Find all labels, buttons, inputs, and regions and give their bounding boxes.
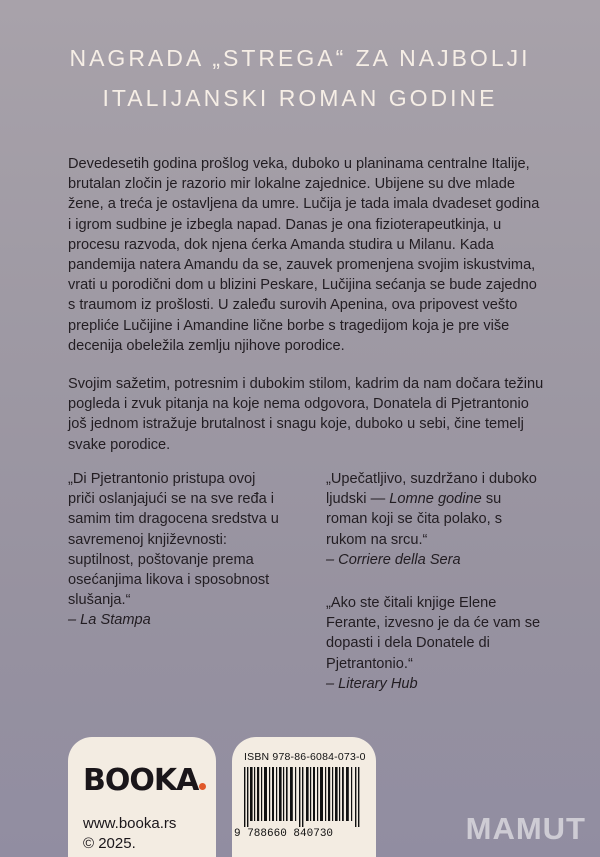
quote-source: – La Stampa [68, 612, 151, 629]
book-blurb [68, 154, 544, 473]
quote-text-start: „Upečatljivo, suzdržano i duboko ljudski — [326, 471, 537, 508]
barcode-icon [242, 767, 366, 827]
publisher-logo [83, 763, 206, 798]
review-quote-literary-hub [326, 593, 541, 694]
quote-text-end: su roman koji se čita polako, s rukom na srcu.“ [326, 491, 503, 548]
publication-year: © 2025. [83, 835, 136, 852]
publisher-website: www.booka.rs [83, 815, 177, 832]
review-quote-corriere [326, 469, 541, 570]
blurb-paragraph-2: Svojim sažetim, potresnim i dubokim stilom, kadrim da nam dočara težinu pogleda i zvuk pitanja na koje nema odgovora, Donatela di Pjetrantonio još jednom istražuje brutalnost i snagu koje, duboko u sebi, čine temelj svake porodice. [68, 376, 544, 453]
blurb-paragraph-1: Devedesetih godina prošlog veka, duboko u planinama centralne Italije, brutalan zločin je razorio mir lokalne zajednice. Ubijene su dve mlade žene, a treća je ostavljena da umre. Lučija je tada imala dvadeset godina i igrom sudbine je izbegla napad. Danas je ona fizioterapeutkinja, u procesu razvoda, dok njena ćerka Amanda studira u Milanu. Kada pandemija natera Amandu da se, zauvek promenjena svojim iskustvima, vrati u porodični dom u blizini Peskare, Lučijina sećanja se bude zajedno s traumom iz prošlosti. U zaleđu surovih Apenina, ova pripovest vešto prepliće Lučijine i Amandine lične borbe s tragedijom koja je pre više decenija obeležila zemlju njihove porodice. [68, 156, 540, 354]
watermark-logo: MAMUT [465, 811, 586, 846]
isbn-label: ISBN 978-86-6084-073-0 [244, 751, 366, 763]
logo-dot-icon [199, 783, 206, 790]
quote-book-title: Lomne godine [389, 491, 482, 508]
publisher-logo-text: BOOKA [83, 763, 199, 798]
barcode-number: 9 788660 840730 [234, 828, 334, 840]
publisher-card [68, 737, 216, 857]
quote-text: „Di Pjetrantonio pristupa ovoj priči oslanjajući se na sve ređa i samim tim dragocena sredstva u savremenoj književnosti: suptilnost, poštovanje prema osećanjima likova i sposobnost slušanja.“ [68, 471, 279, 609]
quote-source: – Literary Hub [326, 675, 418, 692]
headline-line-2: ITALIJANSKI ROMAN GODINE [102, 85, 498, 111]
review-quote-la-stampa [68, 469, 283, 631]
quote-source: – Corriere della Sera [326, 551, 461, 568]
award-headline [0, 38, 600, 118]
barcode-card [232, 737, 376, 857]
quote-text: „Ako ste čitali knjige Elene Ferante, izvesno je da će vam se dopasti i dela Donatele di Pjetrantonio.“ [326, 595, 541, 672]
headline-line-1: NAGRADA „STREGA“ ZA NAJBOLJI [69, 45, 531, 71]
